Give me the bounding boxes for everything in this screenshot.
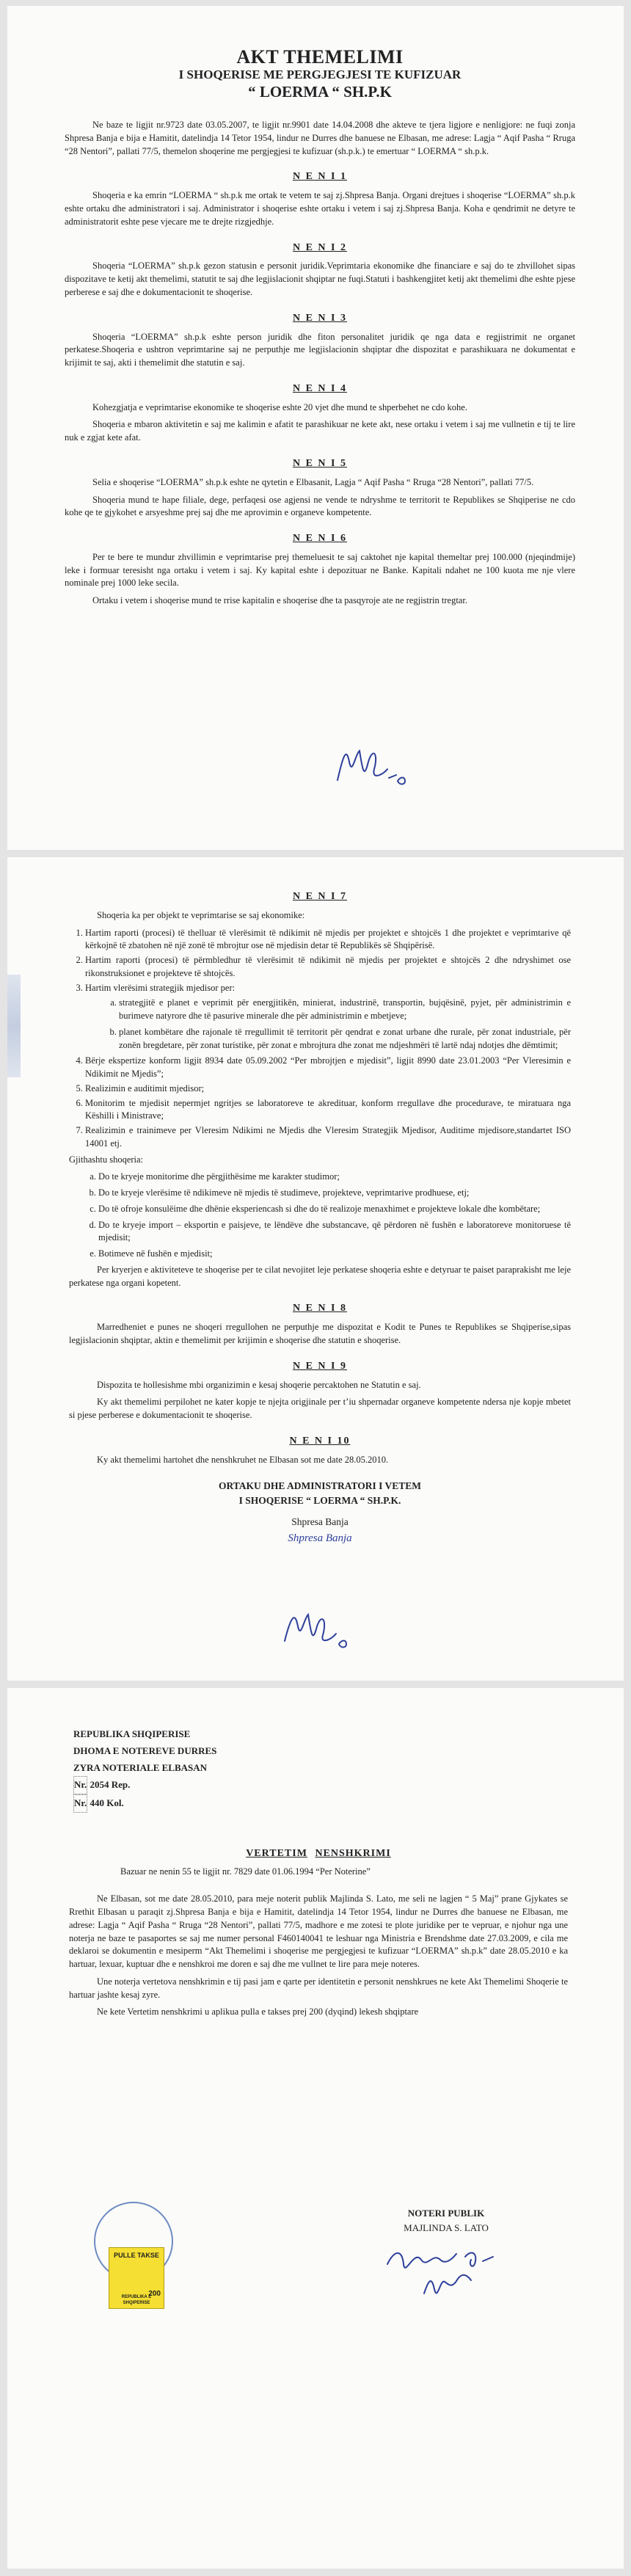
article-6-heading: N E N I 6 [292,533,347,545]
official-stamp-fragment [7,975,21,1077]
certificate-paragraph-3: Ne kete Vertetim nenshkrimi u aplikua pulla e takses prej 200 (dyqind) lekesh shqiptare [97,2006,419,2017]
header-line-1: REPUBLIKA SHQIPERISE [73,1728,191,1739]
notary-signature [373,2235,519,2301]
article-9-text-2: Ky akt themelimi perpilohet ne kater kopje te njejta origjinale per t’iu shpernadar organeve kompetente ndersa nje kopje mbetet si pjese perberese e dokumentacionit te shoqerise. [69,1397,571,1421]
article-7-intro: Shoqeria ka per objekt te veprimtarise se saj ekonomike: [97,909,305,920]
article-6-text-1: Per te bere te mundur zhvillimin e veprimtarise prej themeluesit te saj caktohet nje kapital themeltar prej 100.000 (njeqindmije) leke i formuar teresisht nga ortaku i vetem i saj. Ky kapital eshte i depozituar ne Banke. Kapitali ndahet ne 100 kuota me nje vlere nominale prej 1000 leke secila. [65,551,575,589]
list-item: 3. Hartim vlerësimi strategjik mjedisor per: a. strategjitë e planet e veprimit për energjitikën, minierat, industrinë, transportin, bujqësinë, pyjet, për administrimin e burimeve natyrore dhe të pasurive minerale dhe për administrimin e mbetjeve; b. planet kombëtare dhe rajonale të rregullimit të territorit për qendrat e zonat urbane dhe rurale, për zonat industriale, për zonën bregdetare, për zonat turistike, për zonat e mbrojtura dhe zonat me ndjeshmëri të lartë ndaj ndotjes dhe dëmtimit; [85,982,571,1052]
article-7-closing: Per kryerjen e aktiviteteve te shoqerise per te cilat nevojitet leje perkatese shoqeria eshte e detyruar te paiset paraprakisht me leje perkatese nga organi kopetent. [69,1264,571,1288]
list-item: e. Botimeve në fushën e mjedisit; [98,1248,571,1261]
article-7-heading: N E N I 7 [292,891,347,902]
article-4-text-2: Shoqeria e mbaron aktivitetin e saj me kalimin e afatit te parashikuar ne kete akt, nese ortaku i vetem i saj me vullnetin e tij te lire nuk e zgjat kete afat. [65,419,575,443]
article-8-text: Marredheniet e punes ne shoqeri rregullohen ne perputhje me dispozitat e Kodit te Punes te Republikes se Shqiperise,sipas legjislacionin shqiptar, aktin e themelimit per krijimin e shoqerise dhe statutin e shoqerise. [69,1322,571,1345]
tax-stamp-label: PULLE TAKSE 200 REPUBLIKA E SHQIPERISE [109,2247,164,2309]
deed-page-1 [7,6,624,850]
tax-stamp-value: 200 [148,2289,161,2298]
deed-page-2 [7,857,624,1681]
title-line-2: I SHOQERISE ME PERGJEGJESI TE KUFIZUAR [178,68,462,82]
article-3-heading: N E N I 3 [292,312,347,324]
article-3-text: Shoqeria “LOERMA” sh.p.k eshte person juridik dhe fiton personalitet juridik qe nga data e regjistrimit ne organet perkatese.Shoqeria e ushtron veprimtarine saj ne perputhje me legjislacionin shqiptar dhe dispozitat e parashikuara ne dokumentat e krijimit te saj, akti i themelimit dhe statutin e saj. [65,331,575,368]
article-10-heading: N E N I 10 [289,1435,351,1447]
signatory-line-1: ORTAKU DHE ADMINISTRATORI I VETEM [218,1480,422,1491]
list-item: a. Do te kryeje monitorime dhe përgjithësime me karakter studimor; [98,1171,571,1184]
intro-paragraph: Ne baze te ligjit nr.9723 date 03.05.2007, te ligjit nr.9901 date 14.04.2008 dhe akteve te tjera ligjore e nenligjore: ne fuqi zonja Shpresa Banja e bija e Hamitit, datelindja 14 Tetor 1954, lindur ne Durres dhe banuese ne Elbasan, me adrese: Lagja “ Aqif Pasha “ Rruga “28 Nentori”, pallati 77/5, themelon shoqerine me pergjegjesi te kufizuar (sh.p.k.) te emertuar “ LOERMA “ sh.p.k. [65,120,575,156]
certificate-paragraph-2: Une noterja vertetova nenshkrimin e tij pasi jam e qarte per identitetin e personit nenshkrues ne kete Akt Themelimi Shoqerie te hartuar jashte kesaj zyre. [69,1976,568,2000]
article-5-heading: N E N I 5 [292,457,347,469]
list-item: 5. Realizimin e auditimit mjedisor; [85,1083,571,1096]
also-list [69,1171,571,1261]
article-5-text-1: Selia e shoqerise “LOERMA” sh.p.k eshte ne qytetin e Elbasanit, Lagja “ Aqif Pasha “ Rruga “28 Nentori”, pallati 77/5. [92,476,534,487]
notary-certificate-page [7,1688,624,2569]
signatory-block [69,1479,571,1548]
strategic-sublist [85,997,571,1052]
list-item: 1. Hartim raporti (procesi) të thelluar të vlerësimit të ndikimit në mjedis per projektet e shtojcës 1 dhe projektet e veprimtarive që kërkojnë të zbatohen në një zonë të mbrojtur ose në mjedisin detar të Republikës së Shqipërisë. [85,927,571,953]
list-item: 2. Hartim raporti (procesi) të përmbledhur të vlerësimit të ndikimit në mjedis per projektet e shtojcës 2 dhe ndryshimet ose rikonstruksionet e projekteve të shtojcës. [85,954,571,980]
certificate-paragraph-1: Ne Elbasan, sot me date 28.05.2010, para meje noterit publik Majlinda S. Lato, me seli ne lagjen “ 5 Maj” prane Gjykates se Rrethit Elbasan u paraqit zj.Shpresa Banja e bija e Hamitit, datelindja 14 Tetor 1954, lindur ne Durres dhe banuese ne Elbasan, me adrese: Lagja “ Aqif Pasha “ Rruga “28 Nentori”, pallati 77/5, madhore e me zotesi te plote juridike per te vepruar, e njohur nga une noterja ne baze te pasaportes se saj me numer personal F460140041 te leshuar nga Ministria e Brendshme date 27.03.2009, e cila me deklaroi se dokumentin e mesiperm “Akt Themelimi i shoqerise me pergjegjesi te kufizuar “LOERMA” sh.p.k” date 28.05.2010 e ka hartuar, lexuar, kuptuar dhe e nenshkroi me doren e saj dhe me vullnet te lire para meje noteres. [69,1893,568,1970]
notary-title: NOTERI PUBLIK [407,2208,485,2219]
list-item: d. Do te kryeje import – eksportin e paisjeve, te lëndëve dhe substancave, që përdoren në fushën e laboratoreve monitoruese të mjedisit; [98,1219,571,1245]
certificate-title: VERTETIM NENSHKRIMI [246,1847,391,1859]
notary-name: MAJLINDA S. LATO [404,2222,489,2233]
collection-number: Nr. 440 Kol. [73,1794,568,1813]
list-item: 7. Realizimin e trainimeve per Vleresim Ndikimi ne Mjedis dhe Vleresim Strategjik Mjedisor, Auditime mjedisore,standartet ISO 14001 etj. [85,1124,571,1151]
title-line-1: AKT THEMELIMI [236,46,404,68]
article-1-heading: N E N I 1 [292,171,347,183]
article-10-text: Ky akt themelimi hartohet dhe nenshkruhet ne Elbasan sot me date 28.05.2010. [97,1454,389,1465]
article-5-text-2: Shoqeria mund te hape filiale, dege, perfaqesi ose agjensi ne vende te ndryshme te territorit te Republikes se Shqiperise ne cdo kohe qe te gjykohet e arsyeshme prej saj dhe me aprovimin e organeve kompetente. [65,494,575,518]
signatory-line-2: I SHOQERISE “ LOERMA “ SH.P.K. [238,1495,401,1507]
title-line-3: “ LOERMA “ SH.P.K [248,83,392,101]
header-line-3: ZYRA NOTERIALE ELBASAN [73,1761,208,1773]
founder-signature [330,740,411,791]
article-2-text: Shoqeria “LOERMA” sh.p.k gezon statusin e personit juridik.Veprimtaria ekonomike dhe financiare e saj do te zhvillohet sipas dispozitave te ketij akt themelimi, statutit te saj dhe legjislacionit shqiptar ne fuqi.Statuti i bashkengjitet ketij akt themelimi dhe eshte pjese perberese e saj dhe e dokumentacionit te shoqerise. [65,261,575,297]
signatory-signature [277,1604,358,1656]
article-4-heading: N E N I 4 [292,382,347,394]
article-1-text: Shoqeria e ka emrin “LOERMA “ sh.p.k me ortak te vetem te saj zj.Shpresa Banja. Organi drejtues i shoqerise “LOERMA” sh.p.k eshte ortaku dhe administratori i saj. Administrator i shoqerise eshte ortaku i vetem i saj zj.Shpresa Banja. Koha e qendrimit ne detyre te administratorit eshte pese vjecare me te drejte rizgjedhje. [65,190,575,227]
list-item: a. strategjitë e planet e veprimit për energjitikën, minierat, industrinë, transportin, bujqësinë, pyjet, për administrimin e burimeve natyrore dhe të pasurive minerale dhe për administrimin e mbetjeve; [119,997,571,1023]
article-6-text-2: Ortaku i vetem i shoqerise mund te rrise kapitalin e shoqerise dhe ta pasqyroje ate ne regjistrin tregtar. [92,595,467,606]
list-item: c. Do të ofroje konsulëime dhe dhënie eksperiencash si dhe do të realizoje menaxhimet e projekteve lokale dhe kombëtare; [98,1203,571,1216]
list-item: 6. Monitorim te mjedisit nepermjet ngritjes se laboratoreve te akredituar, konform rregullave dhe procedurave, te miratuara nga Këshilli i Ministrave; [85,1097,571,1124]
article-9-heading: N E N I 9 [292,1360,347,1372]
deed-title [65,47,575,100]
article-4-text-1: Kohezgjatja e veprimtarise ekonomike te shoqerise eshte 20 vjet dhe mund te shperbehet ne cdo kohe. [92,401,467,412]
signatory-name: Shpresa Banja [291,1516,349,1528]
tax-stamp [94,2202,175,2312]
article-9-text-1: Dispozita te hollesishme mbi organizimin e kesaj shoqerie percaktohen ne Statutin e saj. [97,1379,421,1390]
repertory-number: Nr. 2054 Rep. [73,1776,568,1794]
signatory-handwritten-name: Shpresa Banja [288,1532,352,1545]
notary-signature-block [351,2206,541,2305]
activities-list [69,927,571,1151]
also-label: Gjithashtu shoqeria: [69,1154,144,1165]
header-line-2: DHOMA E NOTEREVE DURRES [73,1744,217,1756]
article-2-heading: N E N I 2 [292,241,347,253]
notary-office-header [73,1726,568,1813]
article-8-heading: N E N I 8 [292,1303,347,1314]
tax-stamp-caption: REPUBLIKA E SHQIPERISE [121,2294,152,2306]
list-item: 4. Bërje ekspertize konform ligjit 8934 date 05.09.2002 “Per mbrojtjen e mjedisit”, ligjit 8990 date 23.01.2003 “Per Vleresimin e Ndikimit ne Mjedis”; [85,1055,571,1081]
list-item: b. Do te kryeje vlerësime të ndikimeve në mjedis të studimeve, projekteve, veprimtarive prodhuese, etj; [98,1187,571,1200]
list-item: b. planet kombëtare dhe rajonale të rregullimit të territorit për qendrat e zonat urbane dhe rurale, për zonat industriale, për zonën bregdetare, për zonat turistike, për zonat e mbrojtura dhe zonat me ndjeshmëri të lartë ndaj ndotjes dhe dëmtimit; [119,1026,571,1052]
legal-basis: Bazuar ne nenin 55 te ligjit nr. 7829 date 01.06.1994 “Per Noterine” [120,1866,371,1877]
